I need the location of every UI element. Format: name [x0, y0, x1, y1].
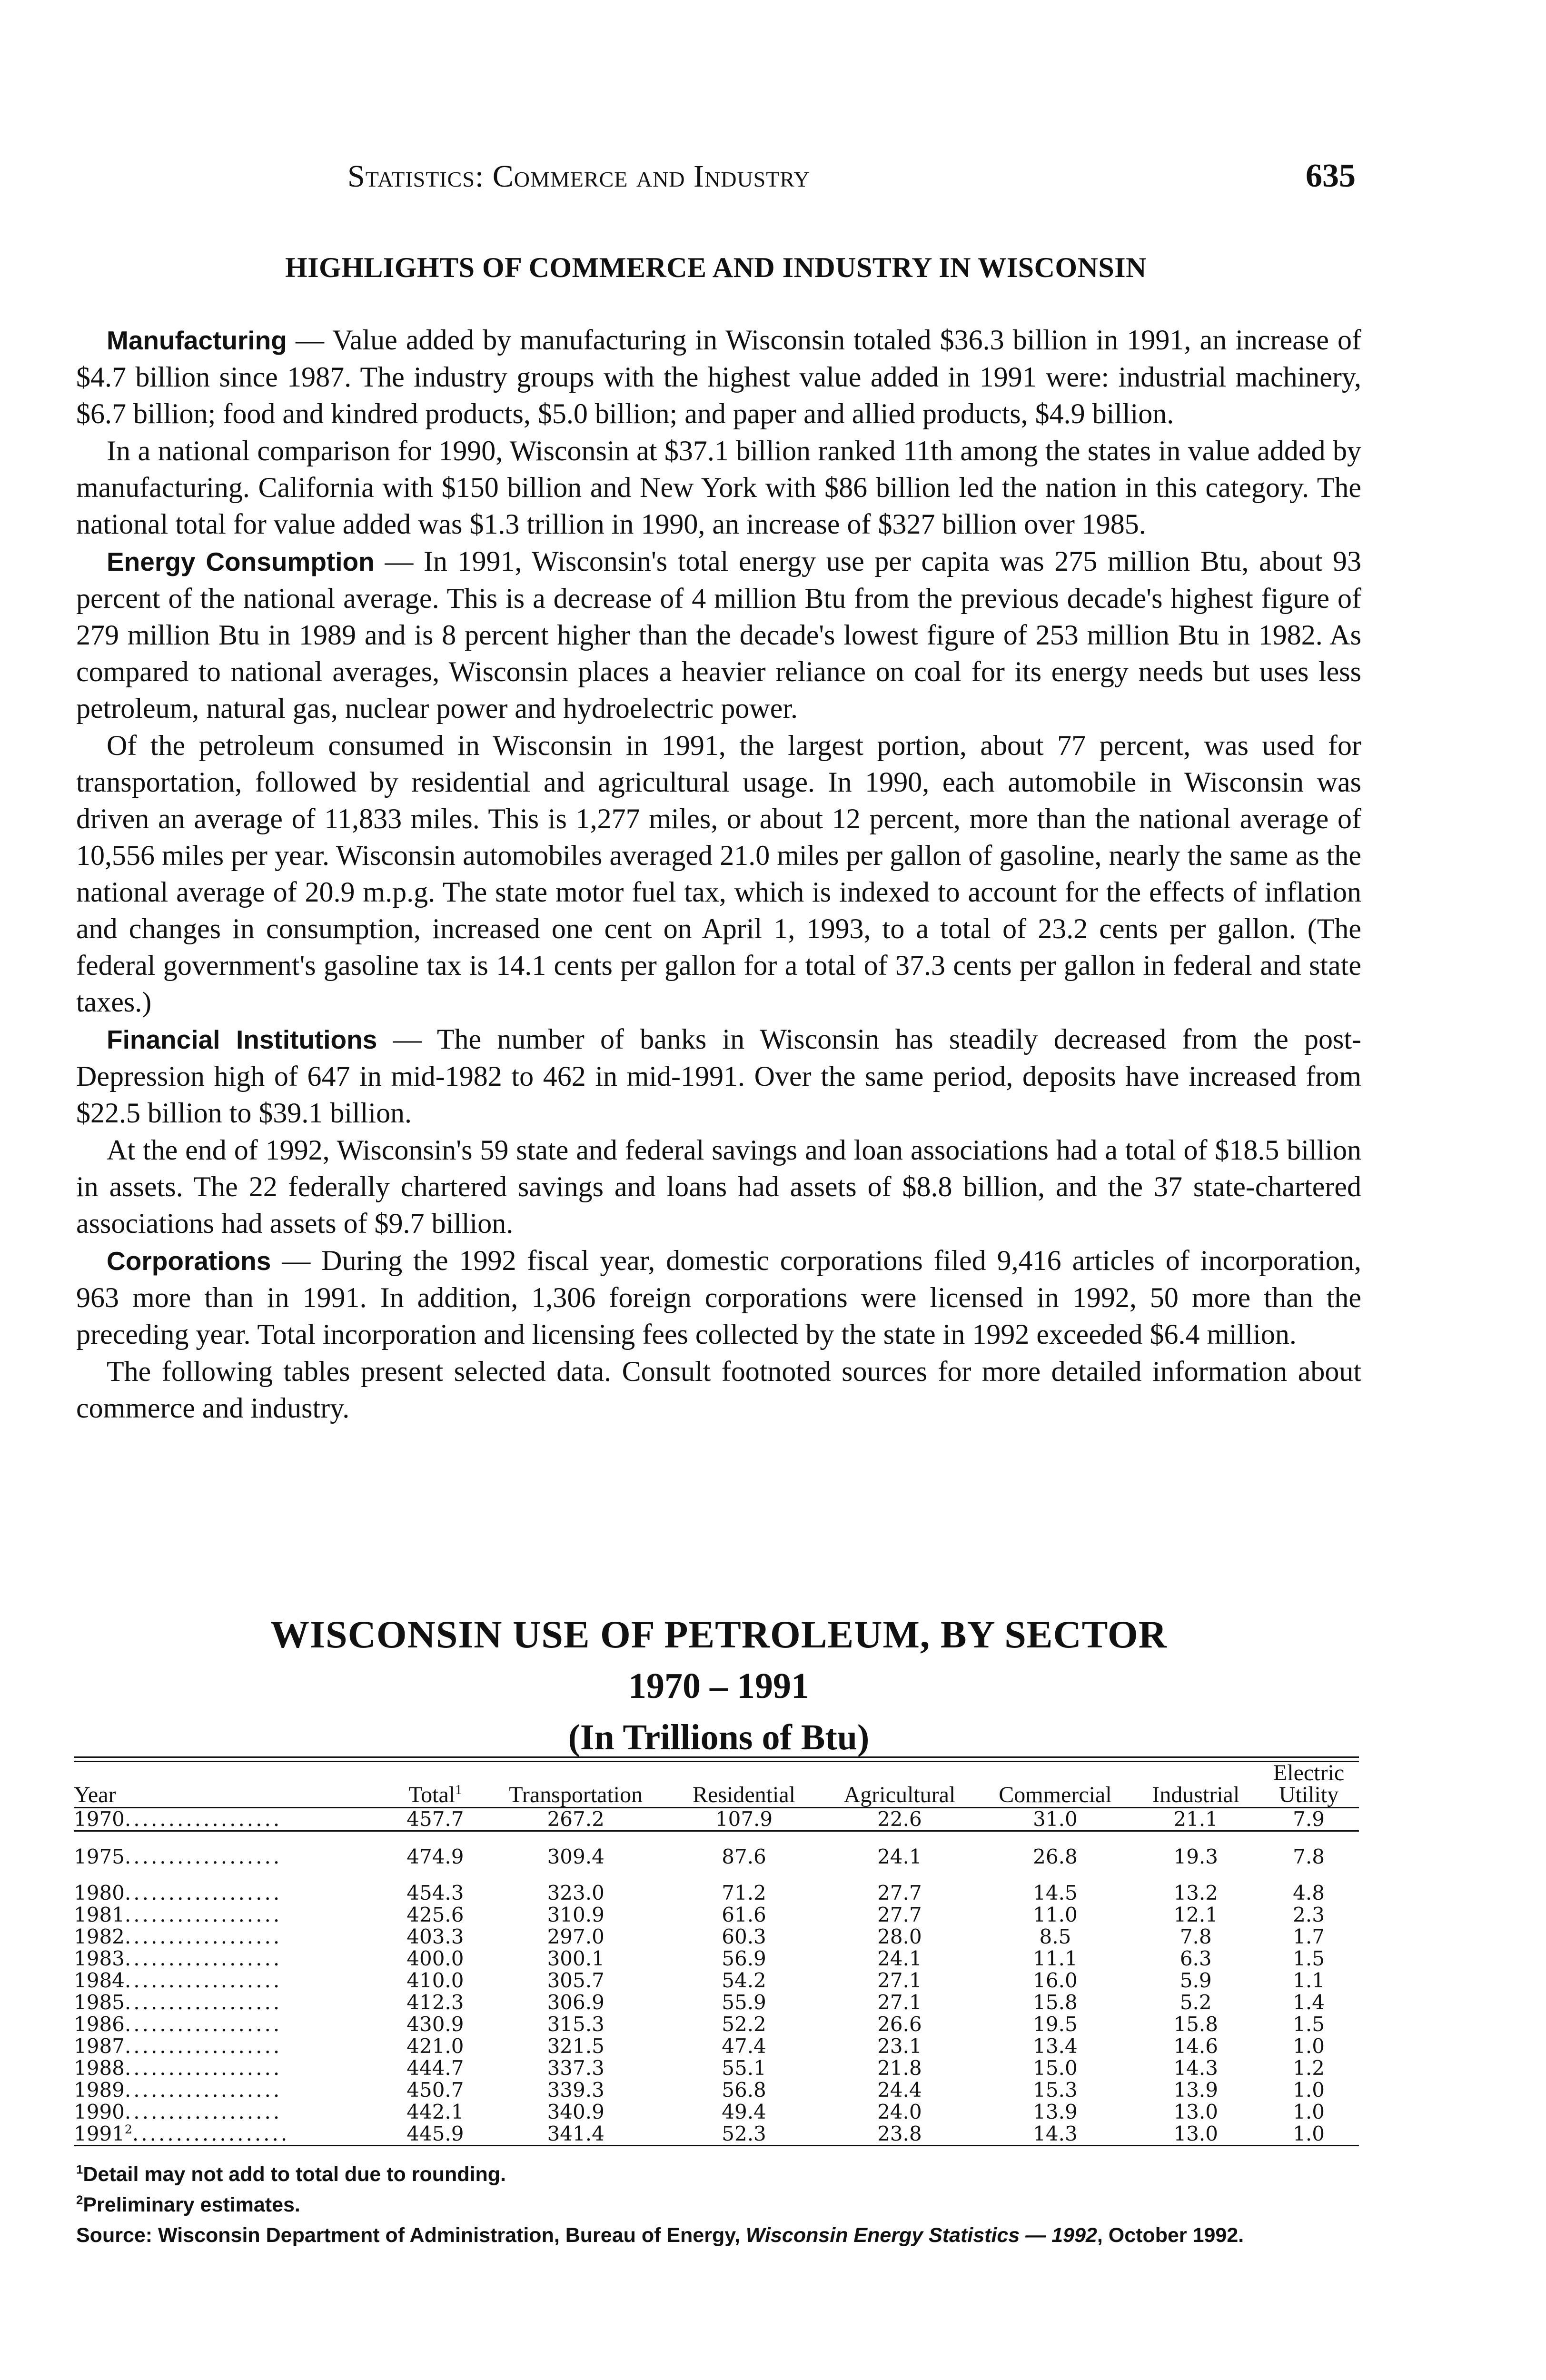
cell-value: 107.9 — [666, 1808, 822, 1831]
cell-value: 321.5 — [547, 2034, 605, 2058]
table-title — [76, 1609, 1361, 1763]
cell-value: 444.7 — [406, 2056, 464, 2080]
lead-manufacturing: Manufacturing — [107, 326, 287, 355]
cell-value: 16.0 — [1033, 1969, 1078, 1992]
cell-year: 1988.................. — [74, 2056, 282, 2080]
cell-year: 1984.................. — [74, 1969, 282, 1992]
cell-value: 14.6 — [1173, 2034, 1218, 2058]
cell-value: 19.3 — [1173, 1845, 1218, 1868]
cell-value: 26.8 — [1033, 1845, 1078, 1868]
cell-value: 1.0 — [1293, 2122, 1325, 2145]
cell-value: 445.9 — [406, 2122, 464, 2145]
cell-value: 1.0 — [1293, 2100, 1325, 2123]
cell-value: 61.6 — [722, 1903, 766, 1926]
cell-value: 457.7 — [385, 1808, 486, 1831]
table-title-line2: 1970 – 1991 — [628, 1666, 809, 1706]
cell-value: 60.3 — [722, 1925, 766, 1948]
cell-value: 1.5 — [1293, 2013, 1325, 2036]
table-notes — [76, 2159, 1409, 2251]
col-header-agricultural: Agricultural — [822, 1762, 977, 1808]
cell-value: 1.5 — [1293, 1947, 1325, 1970]
col-header-electric-utility: Electric Utility — [1259, 1762, 1359, 1808]
cell-year: 1991$^2$.................. — [74, 2122, 290, 2145]
cell-value: 19.5 — [1033, 2013, 1078, 2036]
cell-value: 310.9 — [547, 1903, 605, 1926]
cell-year: 1981.................. — [74, 1903, 282, 1926]
cell-year: 1990.................. — [74, 2100, 282, 2123]
paragraph-energy-consumption: Energy Consumption — In 1991, Wisconsin's total energy use per capita was 275 million Btu, about 93 percent of the national average. This is a decrease of 4 million Btu from the previous decade's highest figure of 279 million Btu in 1989 and is 8 percent higher than the decade's lowest figure of 253 million Btu in 1982. As compared to national averages, Wisconsin places a heavier reliance on coal for its energy needs but uses less petroleum, natural gas, nuclear power and hydroelectric power. — [76, 545, 1362, 724]
cell-value: 5.2 — [1179, 1991, 1212, 2014]
cell-value: 27.7 — [877, 1881, 922, 1904]
cell-value: 27.1 — [877, 1991, 922, 2014]
table-row — [74, 2057, 1359, 2079]
col-header-residential: Residential — [666, 1762, 822, 1808]
cell-value: 24.4 — [877, 2078, 922, 2102]
cell-value: 12.1 — [1173, 1903, 1218, 1926]
table-row — [74, 1970, 1359, 1992]
cell-value: 55.1 — [722, 2056, 766, 2080]
lead-corporations: Corporations — [107, 1246, 271, 1276]
cell-value: 13.2 — [1173, 1881, 1218, 1904]
paragraph-petroleum: Of the petroleum consumed in Wisconsin in 1991, the largest portion, about 77 percent, was used for transportation, followed by residential and agricultural usage. In 1990, each automobile in Wisconsin was driven an average of 11,833 miles. This is 1,277 miles, or about 12 percent, more than the national average of 10,556 miles per year. Wisconsin automobiles averaged 21.0 miles per gallon of gasoline, nearly the same as the national average of 20.9 m.p.g. The state motor fuel tax, which is indexed to account for the effects of inflation and changes in consumption, increased one cent on April 1, 1993, to a total of 23.2 cents per gallon. (The federal government's gasoline tax is 14.1 cents per gallon for a total of 37.3 cents per gallon in federal and state taxes.) — [76, 730, 1361, 1018]
table-header-row — [74, 1762, 1359, 1808]
table-title-line1: WISCONSIN USE OF PETROLEUM, BY SECTOR — [270, 1613, 1167, 1656]
cell-value: 1.0 — [1293, 2034, 1325, 2058]
cell-value: 13.4 — [1033, 2034, 1078, 2058]
cell-value: 13.9 — [1033, 2100, 1078, 2123]
table-row — [74, 2101, 1359, 2123]
paragraph-savings-loans: At the end of 1992, Wisconsin's 59 state and federal savings and loan associations had a total of $18.5 billion in assets. The 22 federally chartered savings and loans had assets of $8.8 billion, and the 37 state-chartered associations had assets of $9.7 billion. — [76, 1134, 1361, 1239]
page-number: 635 — [1306, 158, 1356, 194]
cell-value: 5.9 — [1179, 1969, 1212, 1992]
cell-value: 1.1 — [1293, 1969, 1325, 1992]
cell-value: 56.9 — [722, 1947, 766, 1970]
cell-value: 13.0 — [1173, 2122, 1218, 2145]
petroleum-table — [74, 1756, 1359, 2146]
table-body — [74, 1808, 1359, 2145]
cell-value: 11.0 — [1033, 1903, 1078, 1926]
cell-value: 23.1 — [877, 2034, 922, 2058]
cell-value: 55.9 — [722, 1991, 766, 2014]
table-top-rule — [74, 1756, 1359, 1762]
cell-value: 339.3 — [547, 2078, 605, 2102]
running-head-title: Statistics: Commerce and Industry — [347, 159, 810, 194]
cell-value: 54.2 — [722, 1969, 766, 1992]
col-header-total: Total$^1$ — [385, 1762, 486, 1808]
cell-value: 14.5 — [1033, 1881, 1078, 1904]
source-note: Source: Wisconsin Department of Administration, Bureau of Energy, Wisconsin Energy Statistics — 1992, October 1992. — [76, 2224, 1244, 2247]
cell-value: 26.6 — [877, 2013, 922, 2036]
cell-year: 1980.................. — [74, 1881, 282, 1904]
cell-value: 52.3 — [722, 2122, 766, 2145]
cell-value: 412.3 — [406, 1991, 464, 2014]
cell-value: 1.4 — [1293, 1991, 1325, 2014]
cell-value: 14.3 — [1173, 2056, 1218, 2080]
table-row — [74, 1846, 1359, 1868]
cell-value: 1.2 — [1293, 2056, 1325, 2080]
cell-value: 52.2 — [722, 2013, 766, 2036]
cell-value: 315.3 — [547, 2013, 605, 2036]
paragraph-manufacturing: Manufacturing — Value added by manufacturing in Wisconsin totaled $36.3 billion in 1991, an increase of $4.7 billion since 1987. The industry groups with the highest value added in 1991 were: industrial machinery, $6.7 billion; food and kindred products, $5.0 billion; and paper and allied products, $4.9 billion. — [76, 324, 1361, 429]
table-row — [74, 2079, 1359, 2101]
cell-value: 421.0 — [406, 2034, 464, 2058]
table-row — [74, 2123, 1359, 2145]
cell-value: 410.0 — [406, 1969, 464, 1992]
cell-value: 71.2 — [722, 1881, 766, 1904]
cell-value: 7.8 — [1179, 1925, 1212, 1948]
footnote-2: $^2$Preliminary estimates. — [76, 2193, 300, 2216]
cell-value: 430.9 — [406, 2013, 464, 2036]
cell-value: 7.9 — [1259, 1808, 1359, 1831]
cell-value: 309.4 — [547, 1845, 605, 1868]
cell-value: 24.0 — [877, 2100, 922, 2123]
table-row — [74, 1992, 1359, 2013]
table-row — [74, 2013, 1359, 2035]
cell-year: 1987.................. — [74, 2034, 282, 2058]
table-row — [74, 1808, 1359, 1831]
page-title: HIGHLIGHTS OF COMMERCE AND INDUSTRY IN WISCONSIN — [285, 252, 1147, 283]
cell-value: 341.4 — [547, 2122, 605, 2145]
col-header-year: Year — [74, 1762, 385, 1808]
paragraph-national-comparison: In a national comparison for 1990, Wisconsin at $37.1 billion ranked 11th among the states in value added by manufacturing. California with $150 billion and New York with $86 billion led the nation in this category. The national total for value added was $1.3 trillion in 1990, an increase of $327 billion over 1985. — [76, 435, 1361, 540]
cell-value: 340.9 — [547, 2100, 605, 2123]
cell-value: 15.0 — [1033, 2056, 1078, 2080]
data-table — [74, 1762, 1359, 2145]
cell-value: 8.5 — [1039, 1925, 1071, 1948]
cell-value: 21.1 — [1133, 1808, 1259, 1831]
paragraph-corporations: Corporations — During the 1992 fiscal year, domestic corporations filed 9,416 articles of incorporation, 963 more than in 1991. In addition, 1,306 foreign corporations were licensed in 1992, 50 more than the preceding year. Total incorporation and licensing fees collected by the state in 1992 exceeded $6.4 million. — [76, 1245, 1362, 1350]
cell-value: 23.8 — [877, 2122, 922, 2145]
cell-value: 11.1 — [1033, 1947, 1078, 1970]
cell-year: 1982.................. — [74, 1925, 282, 1948]
table-row — [74, 1904, 1359, 1926]
paragraph-financial-institutions: Financial Institutions — The number of banks in Wisconsin has steadily decreased from the post-Depression high of 647 in mid-1982 to 462 in mid-1991. Over the same period, deposits have increased from $22.5 billion to $39.1 billion. — [76, 1023, 1362, 1129]
table-spacer-row — [74, 1831, 1359, 1846]
col-header-commercial: Commercial — [977, 1762, 1133, 1808]
cell-value: 87.6 — [722, 1845, 766, 1868]
cell-value: 28.0 — [877, 1925, 922, 1948]
cell-year: 1983.................. — [74, 1947, 282, 1970]
cell-value: 7.8 — [1293, 1845, 1325, 1868]
col-header-industrial: Industrial — [1133, 1762, 1259, 1808]
cell-value: 1.0 — [1293, 2078, 1325, 2102]
cell-value: 6.3 — [1179, 1947, 1212, 1970]
cell-value: 2.3 — [1293, 1903, 1325, 1926]
cell-value: 22.6 — [822, 1808, 977, 1831]
body-text — [76, 322, 1361, 1427]
cell-year: 1975.................. — [74, 1845, 282, 1868]
cell-value: 15.8 — [1033, 1991, 1078, 2014]
cell-value: 306.9 — [547, 1991, 605, 2014]
cell-value: 442.1 — [406, 2100, 464, 2123]
cell-value: 49.4 — [722, 2100, 766, 2123]
footnote-1: $^1$Detail may not add to total due to rounding. — [76, 2163, 506, 2186]
cell-value: 4.8 — [1293, 1881, 1325, 1904]
cell-value: 450.7 — [406, 2078, 464, 2102]
cell-value: 21.8 — [877, 2056, 922, 2080]
table-row — [74, 1948, 1359, 1970]
lead-energy-consumption: Energy Consumption — [107, 547, 375, 576]
cell-value: 297.0 — [547, 1925, 605, 1948]
cell-year: 1985.................. — [74, 1991, 282, 2014]
col-header-transportation: Transportation — [486, 1762, 666, 1808]
cell-value: 1.7 — [1293, 1925, 1325, 1948]
cell-value: 403.3 — [406, 1925, 464, 1948]
cell-value: 15.8 — [1173, 2013, 1218, 2036]
table-row — [74, 1926, 1359, 1948]
cell-value: 13.0 — [1173, 2100, 1218, 2123]
cell-value: 267.2 — [486, 1808, 666, 1831]
cell-value: 24.1 — [877, 1845, 922, 1868]
cell-value: 474.9 — [406, 1845, 464, 1868]
cell-value: 425.6 — [406, 1903, 464, 1926]
paragraph-following-tables: The following tables present selected data. Consult footnoted sources for more detailed information about commerce and industry. — [76, 1356, 1361, 1424]
cell-value: 454.3 — [406, 1881, 464, 1904]
cell-year: 1986.................. — [74, 2013, 282, 2036]
cell-year: 1970.................. — [74, 1808, 385, 1831]
cell-value: 27.7 — [877, 1903, 922, 1926]
cell-value: 300.1 — [547, 1947, 605, 1970]
cell-value: 24.1 — [877, 1947, 922, 1970]
cell-value: 305.7 — [547, 1969, 605, 1992]
cell-value: 47.4 — [722, 2034, 766, 2058]
cell-value: 14.3 — [1033, 2122, 1078, 2145]
cell-value: 400.0 — [406, 1947, 464, 1970]
cell-value: 56.8 — [722, 2078, 766, 2102]
cell-value: 13.9 — [1173, 2078, 1218, 2102]
cell-value: 27.1 — [877, 1969, 922, 1992]
table-spacer-row — [74, 1868, 1359, 1882]
table-row — [74, 2035, 1359, 2057]
cell-value: 337.3 — [547, 2056, 605, 2080]
cell-value: 31.0 — [977, 1808, 1133, 1831]
cell-value: 323.0 — [547, 1881, 605, 1904]
cell-value: 15.3 — [1033, 2078, 1078, 2102]
table-title-line3: (In Trillions of Btu) — [568, 1717, 870, 1757]
table-row — [74, 1882, 1359, 1904]
lead-financial-institutions: Financial Institutions — [107, 1025, 377, 1054]
cell-year: 1989.................. — [74, 2078, 282, 2102]
running-head — [76, 157, 1356, 195]
